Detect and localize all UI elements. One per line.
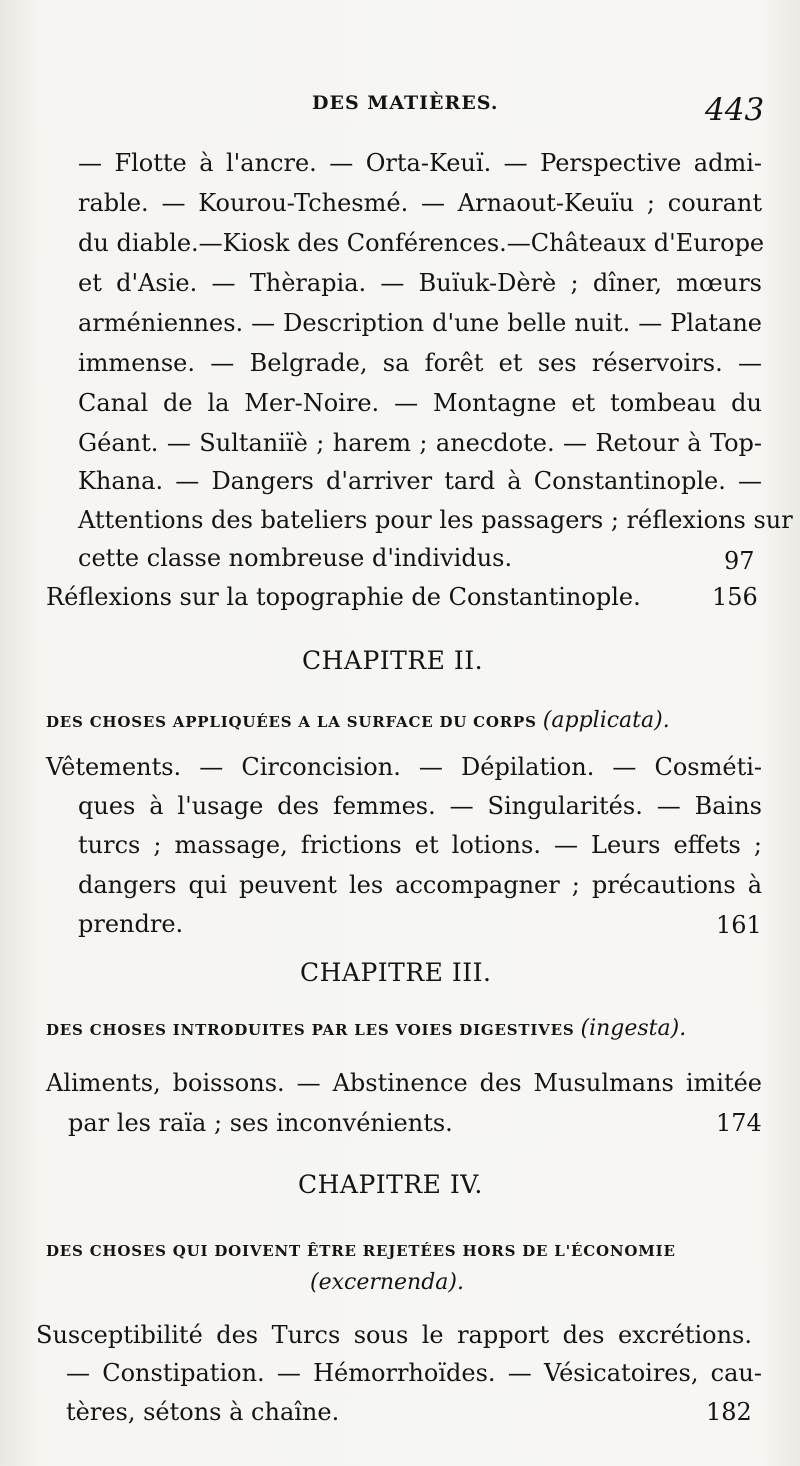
chapter-subtitle-latin: (excernenda). [310,1270,464,1295]
chapter-subtitle-text: DES CHOSES INTRODUITES PAR LES VOIES DIGESTIVES [46,1021,575,1039]
entry-line: Susceptibilité des Turcs sous le rapport des excrétions. [36,1321,752,1349]
entry-line: Canal de la Mer-Noire. — Montagne et tombeau du [78,389,762,417]
chapter-subtitle-latin: (applicata). [542,708,670,733]
entry-line: du diable.—Kiosk des Conférences.—Châteaux d'Europe [78,229,765,257]
page-reference: 174 [716,1109,762,1137]
entry-line: Attentions des bateliers pour les passagers ; réflexions sur [78,506,793,534]
entry-line: — Flotte à l'ancre. — Orta-Keuï. — Perspective admi- [78,149,762,177]
chapter-subtitle: DES CHOSES QUI DOIVENT ÊTRE REJETÉES HORS DE L'ÉCONOMIE [46,1242,676,1260]
entry-line: cette classe nombreuse d'individus. [78,544,513,572]
entry-line: arméniennes. — Description d'une belle nuit. — Platane [78,309,762,337]
entry-line: et d'Asie. — Thèrapia. — Buïuk-Dèrè ; dîner, mœurs [78,269,762,297]
entry-line: Aliments, boissons. — Abstinence des Musulmans imitée [46,1069,762,1097]
chapter-title: CHAPITRE II. [302,646,484,675]
chapter-subtitle-latin-line [310,1270,464,1295]
entry-line: par les raïa ; ses inconvénients. [68,1109,453,1137]
entry-line: turcs ; massage, frictions et lotions. — Leurs effets ; [78,831,762,859]
entry-line: prendre. [78,910,184,938]
running-head-title: DES MATIÈRES. [312,92,499,114]
entry-line: dangers qui peuvent les accompagner ; précautions à [78,871,762,899]
entry-line: — Constipation. — Hémorrhoïdes. — Vésicatoires, cau- [66,1359,762,1387]
entry-line: Khana. — Dangers d'arriver tard à Constantinople. — [78,467,762,495]
chapter-subtitle [46,1016,686,1041]
chapter-subtitle-text: DES CHOSES APPLIQUÉES A LA SURFACE DU CORPS [46,713,537,731]
entry-line: rable. — Kourou-Tchesmé. — Arnaout-Keuïu ; courant [78,189,762,217]
page-reference: 156 [712,583,758,611]
chapter-subtitle-latin: (ingesta). [580,1016,687,1041]
chapter-title: CHAPITRE IV. [298,1170,483,1199]
entry-line: ques à l'usage des femmes. — Singularités. — Bains [78,792,762,820]
entry-line: Géant. — Sultaniïè ; harem ; anecdote. — Retour à Top- [78,429,762,457]
entry-line: Vêtements. — Circoncision. — Dépilation. — Cosméti- [46,753,762,781]
chapter-subtitle [46,708,670,733]
entry-line: immense. — Belgrade, sa forêt et ses réservoirs. — [78,349,762,377]
entry-line: tères, sétons à chaîne. [66,1398,340,1426]
page-number: 443 [705,92,765,128]
entry-line: Réflexions sur la topographie de Constantinople. [46,583,641,611]
page-reference: 161 [716,911,762,939]
page-reference: 97 [724,547,755,575]
page-reference: 182 [706,1398,752,1426]
chapter-title: CHAPITRE III. [300,958,492,987]
